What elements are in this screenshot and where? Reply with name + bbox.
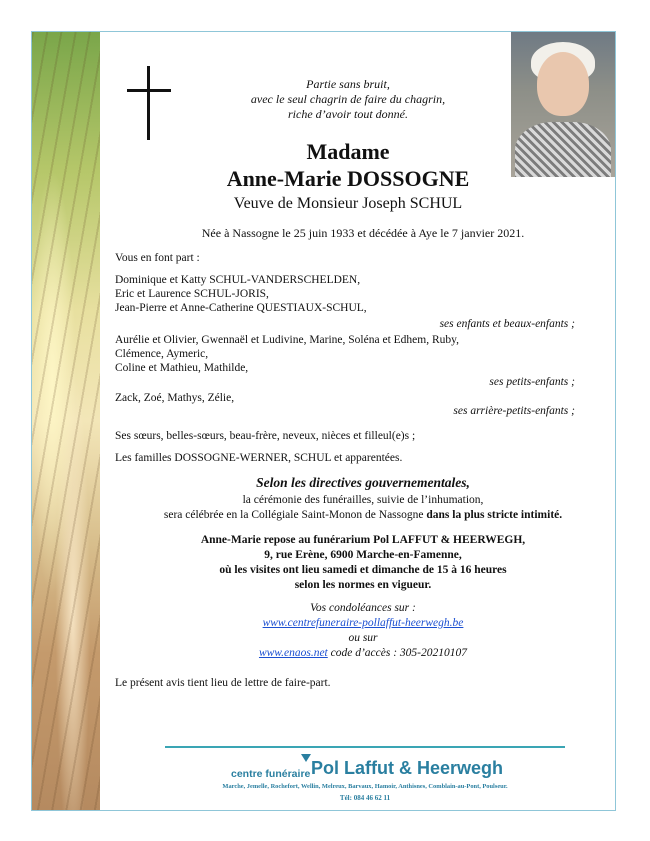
children-line: Eric et Laurence SCHUL-JORIS,	[115, 288, 269, 300]
access-code: code d’accès : 305-20210107	[327, 647, 468, 659]
poem	[180, 77, 516, 122]
children-line: Dominique et Katty SCHUL-VANDERSCHELDEN,	[115, 274, 361, 286]
ceremony-intimacy: dans la plus stricte intimité.	[426, 509, 563, 521]
visit-line: Anne-Marie repose au funérarium Pol LAFFUT & HEERWEGH,	[200, 534, 526, 546]
logo-brand-name: Pol Laffut & Heerwegh	[311, 758, 504, 778]
footer-towns: Marche, Jemelle, Rochefort, Wellin, Melreux, Barvaux, Hamoir, Anthisnes, Comblain-au-Pont, Poulseur.	[222, 783, 508, 790]
great-grandchildren-role: ses arrière-petits-enfants ;	[453, 405, 575, 417]
widow-line: Veuve de Monsieur Joseph SCHUL	[233, 195, 463, 212]
logo-small-text: centre funéraire	[231, 768, 311, 780]
cross-icon	[127, 66, 173, 140]
grandchildren-line: Coline et Mathieu, Mathilde,	[115, 362, 249, 374]
footer-divider	[165, 746, 565, 748]
ceremony-place: sera célébrée en la Collégiale Saint-Monon de Nassogne	[163, 509, 427, 521]
birth-death-line: Née à Nassogne le 25 juin 1933 et décédée à Aye le 7 janvier 2021.	[201, 226, 525, 240]
condolences-link-1[interactable]: www.centrefuneraire-pollaffut-heerwegh.be	[262, 617, 464, 629]
ceremony-heading: Selon les directives gouvernementales,	[256, 475, 470, 490]
footer-phone: Tél: 084 46 62 11	[339, 794, 391, 802]
condolences-label: Vos condoléances sur :	[310, 602, 416, 614]
visit-line: 9, rue Erène, 6900 Marche-en-Famenne,	[264, 549, 462, 561]
visit-line: où les visites ont lieu samedi et dimanche de 15 à 16 heures	[219, 564, 507, 576]
siblings-line: Ses sœurs, belles-sœurs, beau-frère, neveux, nièces et filleul(e)s ;	[115, 430, 416, 442]
condolences-site1-row	[110, 617, 616, 629]
children-role: ses enfants et beaux-enfants ;	[439, 318, 575, 330]
condolences-or: ou sur	[348, 632, 378, 644]
grandchildren-line: Aurélie et Olivier, Gwennaël et Ludivine, Marine, Soléna et Edhem, Ruby,	[115, 334, 460, 346]
ceremony-line: la cérémonie des funérailles, suivie de l’inhumation,	[242, 494, 484, 506]
condolences-site2-row	[110, 647, 616, 659]
grandchildren-role: ses petits-enfants ;	[489, 376, 575, 388]
logo-triangle-icon	[301, 754, 311, 762]
families-line: Les familles DOSSOGNE-WERNER, SCHUL et apparentées.	[115, 452, 403, 464]
poem-line: avec le seul chagrin de faire du chagrin,	[250, 92, 446, 106]
grandchildren-line: Clémence, Aymeric,	[115, 348, 209, 360]
ceremony-line	[110, 509, 616, 521]
children-line: Jean-Pierre et Anne-Catherine QUESTIAUX-SCHUL,	[115, 302, 367, 314]
deceased-name: Anne-Marie DOSSOGNE	[226, 166, 470, 191]
visit-block	[110, 533, 616, 593]
portrait-photo	[511, 32, 615, 177]
poem-line: Partie sans bruit,	[306, 77, 390, 91]
closing-line: Le présent avis tient lieu de lettre de faire-part.	[115, 677, 331, 689]
condolences-link-2[interactable]: www.enaos.net	[258, 647, 328, 659]
poem-line: riche d’avoir tout donné.	[288, 107, 408, 121]
intro-line: Vous en font part :	[115, 252, 200, 264]
honorific-title: Madame	[306, 139, 390, 164]
great-grandchildren-line: Zack, Zoé, Mathys, Zélie,	[115, 392, 235, 404]
forest-photo-strip	[32, 32, 100, 810]
visit-line: selon les normes en vigueur.	[294, 579, 432, 591]
